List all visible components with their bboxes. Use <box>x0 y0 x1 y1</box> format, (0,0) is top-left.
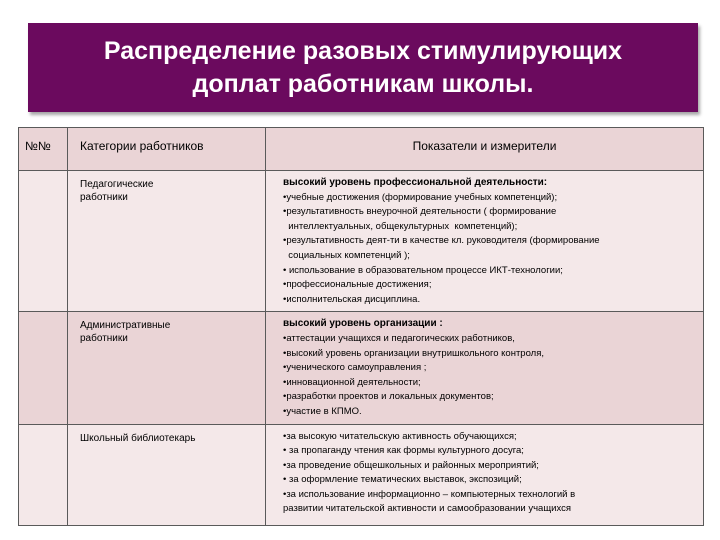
category-label: Педагогические <box>80 179 154 190</box>
category-cell <box>68 312 266 424</box>
indicators-cell <box>266 312 704 424</box>
indicator-item: • за пропаганду чтения как формы культурного досуга; <box>283 445 524 457</box>
slide-title-banner <box>28 23 698 112</box>
indicator-heading: высокий уровень организации : <box>283 318 443 330</box>
header-category: Категории работников <box>68 128 266 171</box>
indicator-item: •профессиональные достижения; <box>283 279 432 291</box>
indicators-cell <box>266 424 704 525</box>
indicators-cell <box>266 171 704 312</box>
category-cell <box>68 424 266 525</box>
category-label: Административные <box>80 320 171 332</box>
bonus-distribution-table <box>18 127 704 526</box>
indicator-item: •за проведение общешкольных и районных мероприятий; <box>283 459 539 471</box>
table-header-row <box>19 128 704 171</box>
indicator-item: •участие в КПМО. <box>283 405 362 417</box>
indicator-item: •учебные достижения (формирование учебных компетенций); <box>283 191 558 203</box>
table-row <box>19 424 704 525</box>
indicator-item: •высокий уровень организации внутришкольного контроля, <box>283 347 544 359</box>
category-cell <box>68 171 266 312</box>
indicator-item: •за использование информационно – компьютерных технологий в <box>283 488 576 500</box>
indicator-item: •за высокую читательскую активность обучающихся; <box>283 430 517 442</box>
header-number: №№ <box>19 128 68 171</box>
indicator-item: • за оформление тематических выставок, экспозиций; <box>283 474 522 486</box>
title-line-1: Распределение разовых стимулирующих <box>103 36 623 65</box>
indicator-item: социальных компетенций ); <box>283 249 410 261</box>
row-number-cell <box>19 171 68 312</box>
indicator-item: •аттестации учащихся и педагогических работников, <box>283 332 515 344</box>
indicator-heading: высокий уровень профессиональной деятельности: <box>283 177 548 188</box>
table-row <box>19 171 704 312</box>
row-number-cell <box>19 424 68 525</box>
indicator-item: развитии читательской активности и самообразовании учащихся <box>283 503 572 515</box>
row-number-cell <box>19 312 68 424</box>
indicator-item: •исполнительская дисциплина. <box>283 293 421 305</box>
indicator-item: • использование в образовательном процессе ИКТ-технологии; <box>283 264 563 276</box>
indicator-item: •ученического самоуправления ; <box>283 362 427 374</box>
indicator-item: •инновационной деятельности; <box>283 376 421 388</box>
category-label: работники <box>80 192 128 203</box>
title-line-2: доплат работникам школы. <box>192 69 534 98</box>
category-label: работники <box>80 333 128 345</box>
table-row <box>19 312 704 424</box>
indicator-item: •результативность деят-ти в качестве кл. руководителя (формирование <box>283 235 600 247</box>
indicator-item: •результативность внеурочной деятельности ( формирование <box>283 206 557 218</box>
indicator-item: интеллектуальных, общекультурных компетенций); <box>283 220 518 232</box>
indicator-item: •разработки проектов и локальных документов; <box>283 391 494 403</box>
category-label: Школьный библиотекарь <box>80 432 196 444</box>
header-indicators: Показатели и измерители <box>266 128 704 171</box>
